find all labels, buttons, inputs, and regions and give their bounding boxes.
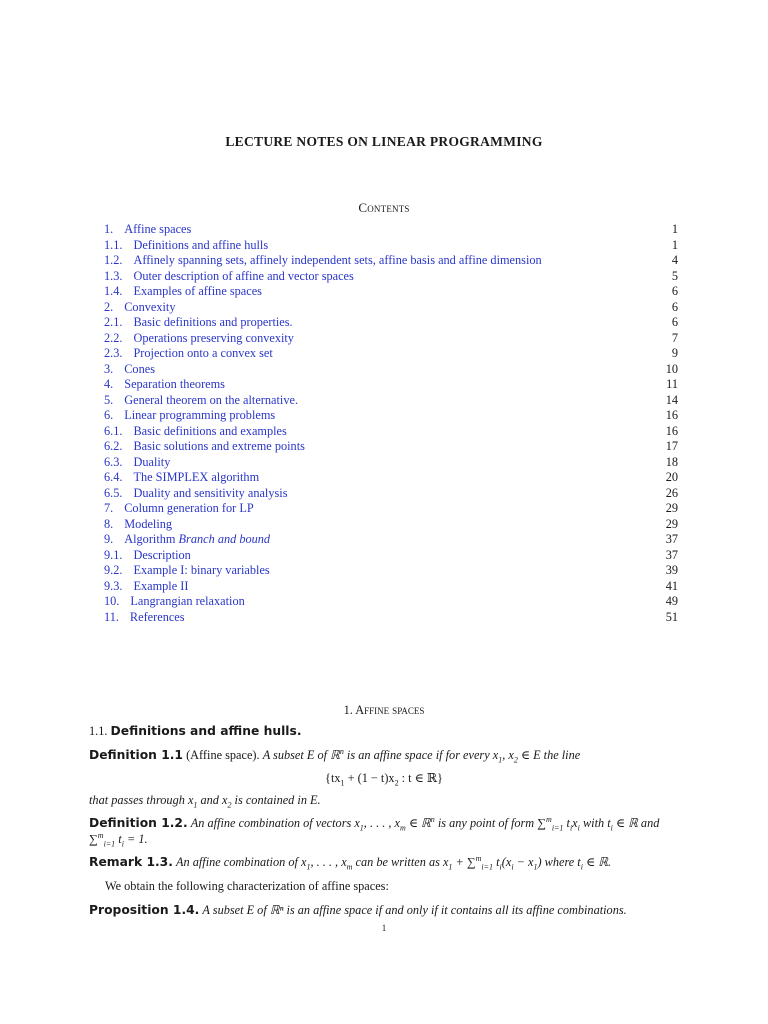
- definition-label: Definition 1.2.: [89, 816, 188, 830]
- toc-entry-title: Projection onto a convex set: [133, 346, 273, 360]
- toc-entry-number: 1.4.: [104, 284, 123, 298]
- toc-entry-page: 26: [665, 485, 678, 500]
- remark-label: Remark 1.3.: [89, 855, 173, 869]
- proposition-1-4: [89, 903, 679, 919]
- toc-entry-page: 20: [665, 470, 678, 484]
- toc-entry-page: 37: [665, 547, 678, 562]
- toc-entry-page: 9: [671, 346, 678, 360]
- toc-entry-title: Duality: [133, 454, 171, 469]
- subsection-heading: [89, 724, 679, 740]
- subsection-number: 1.1.: [89, 724, 108, 738]
- toc-entry-title: Separation theorems: [124, 377, 225, 391]
- toc-entry-number: 2.1.: [104, 315, 123, 329]
- toc-entry-title: Description: [133, 547, 191, 562]
- toc-entry-title: Example I: binary variables: [133, 563, 270, 577]
- toc-entry-title: General theorem on the alternative.: [124, 392, 299, 407]
- toc-entry[interactable]: [104, 315, 678, 331]
- toc-entry-page: 5: [671, 268, 678, 283]
- toc-entry-page: 6: [671, 299, 678, 314]
- toc-entry-title: Affine spaces: [124, 222, 192, 236]
- toc-entry[interactable]: [104, 362, 678, 378]
- toc-entry-page: 6: [671, 315, 678, 329]
- toc-entry-page: 39: [665, 563, 678, 577]
- toc-entry-title: Convexity: [124, 299, 176, 314]
- toc-entry-page: 1: [671, 237, 678, 252]
- contents-heading: Contents: [358, 200, 410, 215]
- definition-name: (Affine space).: [186, 748, 260, 762]
- toc-entry[interactable]: [104, 238, 678, 254]
- toc-entry[interactable]: [104, 393, 678, 409]
- toc-entry-number: 1.3.: [104, 268, 123, 283]
- toc-entry-title: Basic definitions and properties.: [133, 315, 293, 329]
- toc-entry[interactable]: [104, 548, 678, 564]
- toc-entry[interactable]: [104, 331, 678, 347]
- toc-entry-title: Linear programming problems: [124, 408, 276, 422]
- table-of-contents: [104, 222, 678, 625]
- line-formula: {$tx_1 + (1 - t)x_2$ : t ∈ ℝ}: [325, 771, 443, 788]
- toc-entry-title: Examples of affine spaces: [133, 284, 262, 298]
- section-heading: 1. Affine spaces: [343, 703, 425, 717]
- definition-1-2: Definition 1.2. An affine combination of vectors $x_1$, . . . , $x_m$ ∈ ℝ$^n$ is any point of form ∑$^m_{i=1}$ $t_ix_i$ with $t_i$ ∈ ℝ and ∑$^m_{i=1}$ $t_i = 1$.: [89, 814, 660, 848]
- toc-entry[interactable]: [104, 269, 678, 285]
- toc-entry-number: 10.: [104, 594, 120, 608]
- toc-entry-number: 11.: [104, 609, 119, 624]
- toc-entry-number: 1.2.: [104, 253, 123, 267]
- toc-entry[interactable]: [104, 346, 678, 362]
- toc-entry-number: 9.2.: [104, 563, 123, 577]
- toc-entry-title: Modeling: [124, 516, 173, 531]
- subsection-title: Definitions and affine hulls.: [110, 724, 302, 738]
- document-title: LECTURE NOTES ON LINEAR PROGRAMMING: [225, 134, 543, 149]
- definition-1-1: Definition 1.1 (Affine space). A subset E of ℝ$^n$ is an affine space if for every $x_1$, $x_2$ ∈ E the line: [89, 746, 581, 765]
- paragraph: We obtain the following characterization of affine spaces:: [105, 879, 389, 893]
- toc-entry[interactable]: [104, 579, 678, 595]
- toc-entry-number: 5.: [104, 392, 114, 407]
- toc-entry-number: 6.2.: [104, 439, 123, 453]
- toc-entry[interactable]: [104, 300, 678, 316]
- toc-entry-number: 9.3.: [104, 578, 123, 593]
- toc-entry[interactable]: [104, 532, 678, 548]
- toc-entry-number: 2.3.: [104, 346, 123, 360]
- toc-entry-number: 8.: [104, 516, 114, 531]
- toc-entry-title: Column generation for LP: [124, 501, 254, 515]
- toc-entry-page: 6: [671, 284, 678, 298]
- toc-entry-number: 1.1.: [104, 237, 123, 252]
- toc-entry[interactable]: [104, 455, 678, 471]
- toc-entry-page: 29: [665, 501, 678, 515]
- toc-entry[interactable]: [104, 424, 678, 440]
- toc-entry-number: 9.1.: [104, 547, 123, 562]
- toc-entry-title: Basic solutions and extreme points: [133, 439, 305, 453]
- toc-entry-title: Basic definitions and examples: [133, 423, 287, 438]
- toc-entry[interactable]: [104, 284, 678, 300]
- toc-entry-title: Outer description of affine and vector spaces: [133, 268, 354, 283]
- toc-entry-page: 29: [665, 516, 678, 531]
- toc-entry[interactable]: [104, 594, 678, 610]
- toc-entry-title: Affinely spanning sets, affinely independent sets, affine basis and affine dimension: [133, 253, 542, 267]
- toc-entry-number: 2.: [104, 299, 114, 314]
- toc-entry-number: 2.2.: [104, 330, 123, 345]
- toc-entry-number: 6.3.: [104, 454, 123, 469]
- toc-entry[interactable]: [104, 501, 678, 517]
- definition-label: Definition 1.1: [89, 748, 183, 762]
- toc-entry-page: 18: [665, 454, 678, 469]
- toc-entry-page: 51: [665, 609, 678, 624]
- toc-entry-title: Cones: [124, 361, 155, 376]
- toc-entry-page: 49: [665, 594, 678, 608]
- toc-entry-number: 7.: [104, 501, 114, 515]
- toc-entry-page: 41: [665, 578, 678, 593]
- toc-entry-title: Langrangian relaxation: [130, 594, 245, 608]
- toc-entry[interactable]: [104, 470, 678, 486]
- toc-entry[interactable]: [104, 563, 678, 579]
- toc-entry-title: Algorithm Branch and bound: [124, 532, 271, 546]
- toc-entry-page: 14: [665, 392, 678, 407]
- toc-entry-title: References: [129, 609, 185, 624]
- remark-1-3: Remark 1.3. An affine combination of $x_1$, . . . , $x_m$ can be written as $x_1 + \sum^m_{i=1}$ $t_i(x_i - x_1)$ where $t_i$ ∈ ℝ.: [89, 853, 612, 872]
- toc-entry[interactable]: [104, 439, 678, 455]
- toc-entry-page: 16: [665, 423, 678, 438]
- toc-entry-page: 16: [665, 408, 678, 422]
- toc-entry-number: 1.: [104, 222, 114, 236]
- toc-entry-title: The SIMPLEX algorithm: [133, 470, 260, 484]
- toc-entry-page: 17: [665, 439, 678, 453]
- toc-entry-number: 9.: [104, 532, 114, 546]
- toc-entry[interactable]: [104, 377, 678, 393]
- proposition-label: Proposition 1.4.: [89, 903, 200, 917]
- toc-entry-page: 1: [671, 222, 678, 236]
- toc-entry-page: 4: [671, 253, 678, 267]
- toc-entry-title: Example II: [133, 578, 189, 593]
- toc-entry[interactable]: [104, 610, 678, 626]
- toc-entry-title: Duality and sensitivity analysis: [133, 485, 288, 500]
- toc-entry[interactable]: [104, 222, 678, 238]
- toc-entry-number: 6.5.: [104, 485, 123, 500]
- toc-entry-page: 37: [665, 532, 678, 546]
- toc-entry-number: 6.1.: [104, 423, 123, 438]
- toc-entry-page: 7: [671, 330, 678, 345]
- proposition-text: A subset E of ℝⁿ is an affine space if and only if it contains all its affine combinations.: [202, 903, 627, 917]
- toc-entry-page: 11: [666, 377, 678, 391]
- toc-entry[interactable]: [104, 408, 678, 424]
- toc-entry-title: Definitions and affine hulls: [133, 237, 269, 252]
- toc-entry[interactable]: [104, 517, 678, 533]
- toc-entry-number: 3.: [104, 361, 114, 376]
- toc-entry-number: 4.: [104, 377, 114, 391]
- toc-entry[interactable]: [104, 486, 678, 502]
- page-number: 1: [381, 923, 387, 933]
- definition-1-1-continued: that passes through $x_1$ and $x_2$ is contained in E.: [89, 793, 321, 810]
- toc-entry-number: 6.4.: [104, 470, 123, 484]
- toc-entry-number: 6.: [104, 408, 114, 422]
- toc-entry-title: Operations preserving convexity: [133, 330, 294, 345]
- toc-entry-page: 10: [665, 361, 678, 376]
- toc-entry[interactable]: [104, 253, 678, 269]
